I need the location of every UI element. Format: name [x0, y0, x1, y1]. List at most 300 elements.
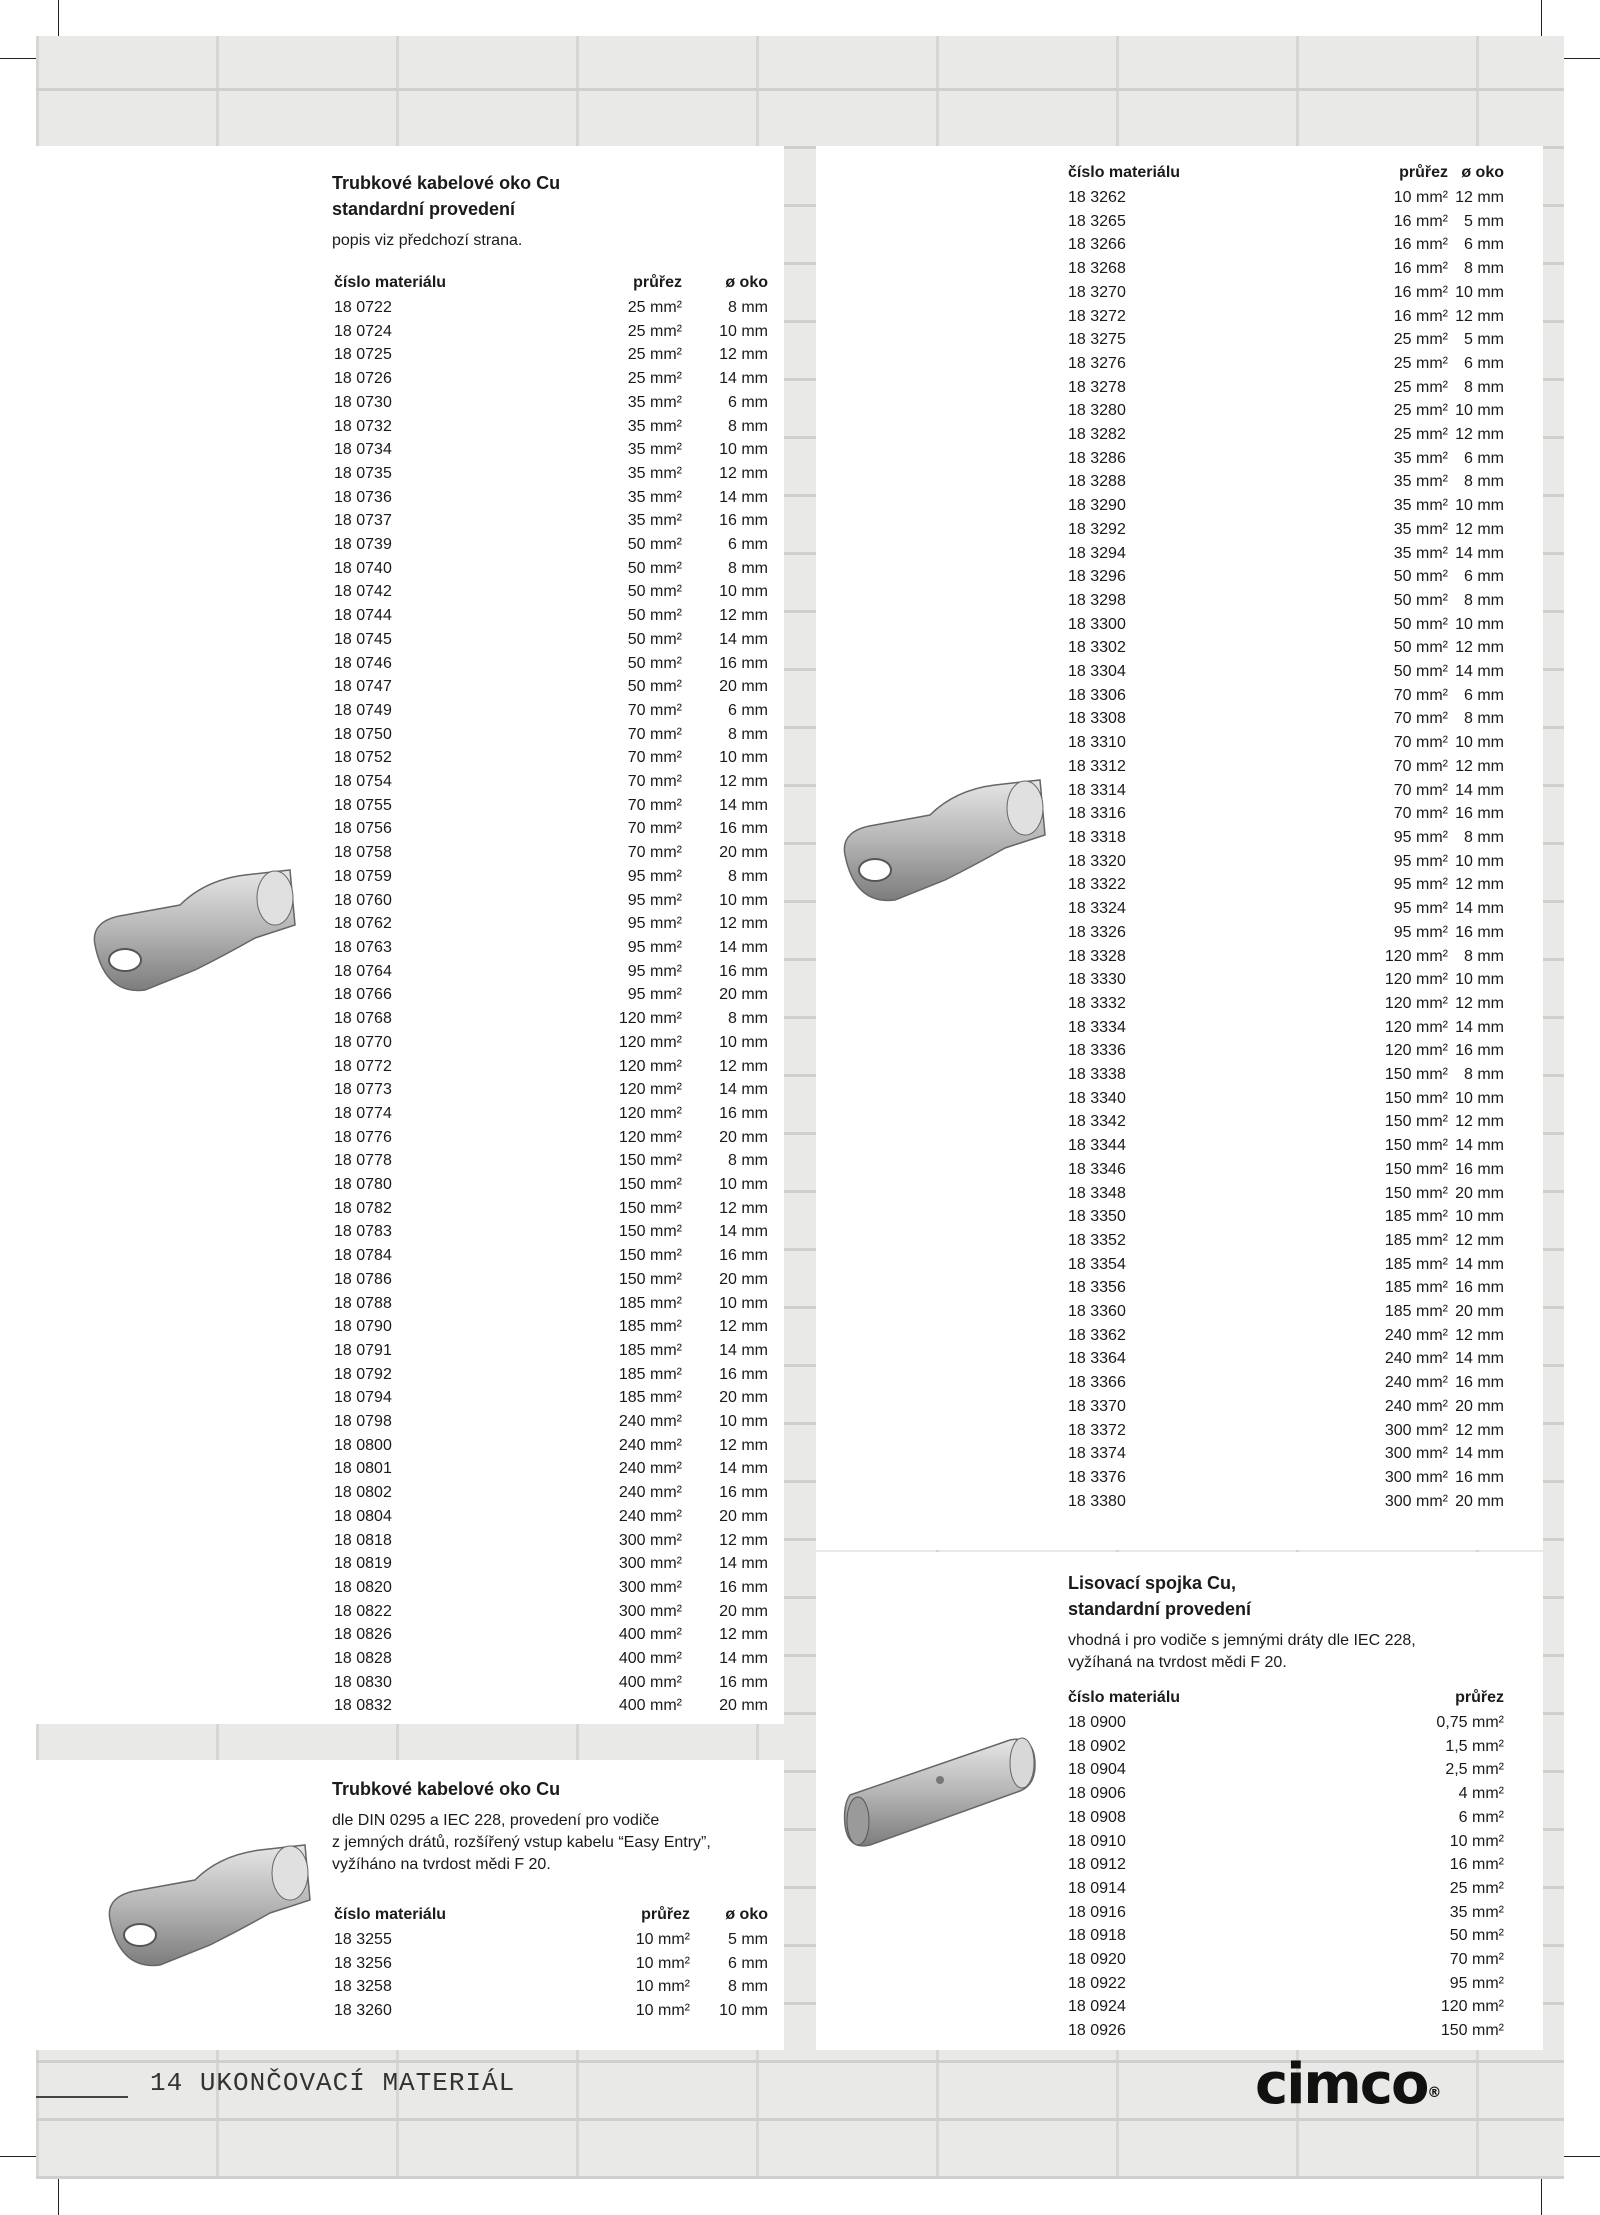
material-number-cell: 18 3346 [1068, 1160, 1126, 1178]
footer-rule [36, 2096, 128, 2098]
cross-section-cell: 240 mm² [618, 1436, 682, 1454]
table-row [1068, 2019, 1504, 2043]
cross-section-cell: 6 mm² [1458, 1808, 1504, 1826]
table-row [334, 912, 768, 936]
eye-diameter-cell: 10 mm [1455, 734, 1504, 752]
material-number-cell: 18 3350 [1068, 1208, 1126, 1226]
table-row [1068, 565, 1504, 589]
table-row [334, 1457, 768, 1481]
table-row [334, 1529, 768, 1553]
cross-section-cell: 150 mm² [618, 1152, 682, 1170]
section-3-title-line1: Lisovací spojka Cu, [1068, 1573, 1237, 1593]
eye-diameter-cell: 12 mm [1455, 520, 1504, 538]
material-number-cell: 18 0758 [334, 844, 392, 862]
material-number-cell: 18 3360 [1068, 1303, 1126, 1321]
section-2-description [332, 1810, 711, 1876]
material-number-cell: 18 3324 [1068, 900, 1126, 918]
eye-diameter-cell: 8 mm [728, 1152, 768, 1170]
material-number-cell: 18 3332 [1068, 994, 1126, 1012]
eye-diameter-cell: 6 mm [728, 1954, 768, 1972]
material-number-cell: 18 0736 [334, 488, 392, 506]
eye-diameter-cell: 12 mm [1455, 1231, 1504, 1249]
eye-diameter-cell: 20 mm [719, 678, 768, 696]
table-row [1068, 1276, 1504, 1300]
material-number-cell: 18 0916 [1068, 1903, 1126, 1921]
eye-diameter-cell: 8 mm [1464, 947, 1504, 965]
page-number: 14 [150, 2068, 184, 2098]
material-number-cell: 18 0742 [334, 583, 392, 601]
splice-connector-image [840, 1725, 1040, 1855]
cable-lug-image [85, 860, 305, 1010]
material-number-cell: 18 3270 [1068, 283, 1126, 301]
table-row [334, 1244, 768, 1268]
cross-section-cell: 16 mm² [1393, 283, 1448, 301]
table-row [1068, 850, 1504, 874]
eye-diameter-cell: 12 mm [719, 1318, 768, 1336]
eye-diameter-cell: 12 mm [719, 1199, 768, 1217]
eye-diameter-cell: 20 mm [1455, 1184, 1504, 1202]
table-row [334, 1149, 768, 1173]
material-number-cell: 18 3362 [1068, 1326, 1126, 1344]
material-number-cell: 18 0724 [334, 322, 392, 340]
table-row [334, 889, 768, 913]
eye-diameter-cell: 12 mm [719, 773, 768, 791]
eye-diameter-cell: 10 mm [1455, 1208, 1504, 1226]
cross-section-cell: 95 mm² [627, 938, 682, 956]
table-row [1068, 707, 1504, 731]
material-number-cell: 18 0902 [1068, 1737, 1126, 1755]
eye-diameter-cell: 14 mm [1455, 1137, 1504, 1155]
eye-diameter-cell: 8 mm [728, 417, 768, 435]
cross-section-cell: 120 mm² [1384, 971, 1448, 989]
eye-diameter-cell: 16 mm [719, 1104, 768, 1122]
eye-diameter-cell: 6 mm [1464, 449, 1504, 467]
table-row [1068, 210, 1504, 234]
material-number-cell: 18 3348 [1068, 1184, 1126, 1202]
eye-diameter-cell: 8 mm [728, 1978, 768, 1996]
material-number-cell: 18 0780 [334, 1176, 392, 1194]
material-number-cell: 18 0730 [334, 393, 392, 411]
section-2-title: Trubkové kabelové oko Cu [332, 1779, 561, 1799]
eye-diameter-cell: 16 mm [1455, 1160, 1504, 1178]
table-row [1068, 1371, 1504, 1395]
table-row [1068, 281, 1504, 305]
cross-section-cell: 35 mm² [1449, 1903, 1504, 1921]
table-row [1068, 1182, 1504, 1206]
eye-diameter-cell: 12 mm [1455, 876, 1504, 894]
cross-section-cell: 300 mm² [618, 1555, 682, 1573]
cross-section-cell: 50 mm² [627, 630, 682, 648]
cross-section-cell: 95 mm² [1393, 876, 1448, 894]
table-row [1068, 233, 1504, 257]
cross-section-cell: 35 mm² [627, 393, 682, 411]
cross-section-cell: 185 mm² [618, 1318, 682, 1336]
description-line: vyžíháno na tvrdost mědi F 20. [332, 1856, 551, 1873]
cross-section-cell: 35 mm² [1393, 497, 1448, 515]
eye-diameter-cell: 12 mm [1455, 757, 1504, 775]
section-3-table [1068, 1685, 1504, 2043]
material-number-cell: 18 0800 [334, 1436, 392, 1454]
cross-section-cell: 300 mm² [1384, 1492, 1448, 1510]
table-row [1068, 897, 1504, 921]
material-number-cell: 18 3258 [334, 1978, 392, 1996]
table-row [1068, 186, 1504, 210]
cross-section-cell: 70 mm² [627, 749, 682, 767]
material-number-cell: 18 0776 [334, 1128, 392, 1146]
table-row [334, 794, 768, 818]
material-number-cell: 18 3380 [1068, 1492, 1126, 1510]
table-row [334, 723, 768, 747]
cross-section-cell: 50 mm² [627, 654, 682, 672]
eye-diameter-cell: 16 mm [719, 1578, 768, 1596]
cross-section-cell: 300 mm² [1384, 1468, 1448, 1486]
eye-diameter-cell: 8 mm [1464, 260, 1504, 278]
eye-diameter-cell: 14 mm [1455, 663, 1504, 681]
material-number-cell: 18 0726 [334, 370, 392, 388]
crop-mark [1541, 0, 1542, 36]
eye-diameter-cell: 12 mm [1455, 1113, 1504, 1131]
eye-diameter-cell: 6 mm [1464, 568, 1504, 586]
eye-diameter-cell: 20 mm [719, 1697, 768, 1715]
cross-section-cell: 120 mm² [1384, 994, 1448, 1012]
crop-mark [1564, 2156, 1600, 2157]
table-row [1068, 1466, 1504, 1490]
table-row [1068, 1134, 1504, 1158]
eye-diameter-cell: 16 mm [1455, 1279, 1504, 1297]
cross-section-cell: 35 mm² [627, 464, 682, 482]
cross-section-cell: 70 mm² [627, 701, 682, 719]
material-number-cell: 18 3374 [1068, 1445, 1126, 1463]
material-number-cell: 18 3260 [334, 2002, 392, 2020]
table-row [334, 770, 768, 794]
table-row [334, 865, 768, 889]
table-row [1068, 376, 1504, 400]
table-row [334, 817, 768, 841]
eye-diameter-cell: 8 mm [728, 299, 768, 316]
cross-section-cell: 185 mm² [1384, 1255, 1448, 1273]
eye-diameter-cell: 12 mm [1455, 189, 1504, 206]
material-number-cell: 18 3370 [1068, 1397, 1126, 1415]
eye-diameter-cell: 14 mm [719, 488, 768, 506]
material-number-cell: 18 3322 [1068, 876, 1126, 894]
table-row [334, 1576, 768, 1600]
eye-diameter-cell: 20 mm [719, 1602, 768, 1620]
eye-diameter-cell: 20 mm [719, 1270, 768, 1288]
material-number-cell: 18 3320 [1068, 852, 1126, 870]
table-row [1068, 1901, 1504, 1925]
material-number-cell: 18 3306 [1068, 686, 1126, 704]
eye-diameter-cell: 10 mm [719, 1176, 768, 1194]
eye-diameter-cell: 14 mm [1455, 781, 1504, 799]
cross-section-cell: 185 mm² [1384, 1231, 1448, 1249]
col-header-material: číslo materiálu [1068, 1689, 1181, 1706]
material-number-cell: 18 0926 [1068, 2022, 1126, 2040]
table-row [334, 1173, 768, 1197]
cross-section-cell: 120 mm² [618, 1104, 682, 1122]
material-number-cell: 18 0739 [334, 536, 392, 554]
material-number-cell: 18 3286 [1068, 449, 1126, 467]
eye-diameter-cell: 10 mm [719, 1294, 768, 1312]
table-row [1068, 518, 1504, 542]
cross-section-cell: 70 mm² [1393, 734, 1448, 752]
table-row [1068, 257, 1504, 281]
eye-diameter-cell: 8 mm [728, 1010, 768, 1028]
eye-diameter-cell: 14 mm [719, 1650, 768, 1668]
cross-section-cell: 35 mm² [627, 512, 682, 530]
crop-mark [58, 2179, 59, 2215]
cross-section-cell: 185 mm² [618, 1389, 682, 1407]
table-row [334, 1055, 768, 1079]
eye-diameter-cell: 10 mm [1455, 971, 1504, 989]
cross-section-cell: 35 mm² [1393, 520, 1448, 538]
cross-section-cell: 25 mm² [627, 370, 682, 388]
table-row [1068, 1442, 1504, 1466]
material-number-cell: 18 3290 [1068, 497, 1126, 515]
cross-section-cell: 16 mm² [1393, 260, 1448, 278]
table-row [1068, 494, 1504, 518]
material-number-cell: 18 0804 [334, 1507, 392, 1525]
table-row [1068, 1853, 1504, 1877]
table-header-row [1068, 160, 1504, 186]
table-row [334, 1410, 768, 1434]
cross-section-cell: 150 mm² [1384, 1113, 1448, 1131]
section-1-title [332, 170, 560, 222]
material-number-cell: 18 0744 [334, 607, 392, 625]
col-header-cross-section: průřez [1455, 1689, 1504, 1706]
cimco-logo [1255, 2052, 1440, 2117]
cross-section-cell: 25 mm² [627, 299, 682, 316]
cross-section-cell: 25 mm² [627, 322, 682, 340]
table-row [334, 1975, 768, 1999]
table-row [334, 1315, 768, 1339]
cross-section-cell: 50 mm² [1449, 1927, 1504, 1945]
table-row [1068, 826, 1504, 850]
material-number-cell: 18 0746 [334, 654, 392, 672]
eye-diameter-cell: 16 mm [1455, 1374, 1504, 1392]
table-row [334, 1386, 768, 1410]
cross-section-cell: 70 mm² [1393, 781, 1448, 799]
cross-section-cell: 150 mm² [618, 1270, 682, 1288]
eye-diameter-cell: 12 mm [719, 1531, 768, 1549]
material-number-cell: 18 3294 [1068, 544, 1126, 562]
eye-diameter-cell: 16 mm [719, 1673, 768, 1691]
material-number-cell: 18 0914 [1068, 1879, 1126, 1897]
material-number-cell: 18 3282 [1068, 426, 1126, 444]
material-number-cell: 18 0737 [334, 512, 392, 530]
material-number-cell: 18 0819 [334, 1555, 392, 1573]
material-number-cell: 18 3296 [1068, 568, 1126, 586]
eye-diameter-cell: 14 mm [1455, 1445, 1504, 1463]
eye-diameter-cell: 8 mm [1464, 710, 1504, 728]
eye-diameter-cell: 16 mm [1455, 923, 1504, 941]
table-row [334, 343, 768, 367]
eye-diameter-cell: 16 mm [1455, 1042, 1504, 1060]
cross-section-cell: 25 mm² [1393, 354, 1448, 372]
material-number-cell: 18 0790 [334, 1318, 392, 1336]
table-row [1068, 921, 1504, 945]
col-header-material: číslo materiálu [334, 274, 447, 291]
cross-section-cell: 25 mm² [1393, 331, 1448, 349]
table-row [334, 391, 768, 415]
cross-section-cell: 240 mm² [618, 1484, 682, 1502]
cross-section-cell: 50 mm² [627, 607, 682, 625]
eye-diameter-cell: 5 mm [1464, 331, 1504, 349]
table-row [334, 1928, 768, 1952]
material-number-cell: 18 0725 [334, 346, 392, 364]
material-number-cell: 18 0774 [334, 1104, 392, 1122]
table-row [334, 604, 768, 628]
material-number-cell: 18 0773 [334, 1081, 392, 1099]
table-row [334, 1197, 768, 1221]
section-1-table [334, 270, 768, 1718]
cross-section-cell: 50 mm² [627, 559, 682, 577]
eye-diameter-cell: 14 mm [719, 1341, 768, 1359]
table-row [334, 509, 768, 533]
table-row [334, 1126, 768, 1150]
cross-section-cell: 120 mm² [618, 1057, 682, 1075]
table-row [1068, 613, 1504, 637]
cross-section-cell: 70 mm² [1393, 757, 1448, 775]
table-row [1068, 1016, 1504, 1040]
table-row [334, 699, 768, 723]
table-row [334, 462, 768, 486]
cross-section-cell: 35 mm² [1393, 544, 1448, 562]
material-number-cell: 18 0735 [334, 464, 392, 482]
eye-diameter-cell: 10 mm [719, 441, 768, 459]
eye-diameter-cell: 10 mm [719, 2002, 768, 2020]
material-number-cell: 18 0791 [334, 1341, 392, 1359]
eye-diameter-cell: 12 mm [719, 464, 768, 482]
cross-section-cell: 70 mm² [627, 796, 682, 814]
cross-section-cell: 300 mm² [618, 1602, 682, 1620]
material-number-cell: 18 0912 [1068, 1856, 1126, 1874]
cross-section-cell: 240 mm² [1384, 1350, 1448, 1368]
material-number-cell: 18 0770 [334, 1033, 392, 1051]
cable-lug-image [835, 770, 1055, 920]
table-row [1068, 1830, 1504, 1854]
table-row [1068, 1158, 1504, 1182]
chapter-title: UKONČOVACÍ MATERIÁL [199, 2068, 516, 2098]
page-footer-title [150, 2068, 515, 2098]
eye-diameter-cell: 14 mm [1455, 1350, 1504, 1368]
eye-diameter-cell: 14 mm [719, 630, 768, 648]
eye-diameter-cell: 10 mm [1455, 852, 1504, 870]
cross-section-cell: 150 mm² [1384, 1184, 1448, 1202]
cross-section-cell: 4 mm² [1458, 1785, 1504, 1803]
material-number-cell: 18 3266 [1068, 236, 1126, 254]
material-number-cell: 18 0759 [334, 867, 392, 885]
material-number-cell: 18 3330 [1068, 971, 1126, 989]
eye-diameter-cell: 10 mm [719, 322, 768, 340]
table-row [334, 1007, 768, 1031]
table-row [334, 1505, 768, 1529]
cross-section-cell: 35 mm² [627, 441, 682, 459]
material-number-cell: 18 3268 [1068, 260, 1126, 278]
eye-diameter-cell: 8 mm [1464, 1066, 1504, 1084]
eye-diameter-cell: 16 mm [719, 1484, 768, 1502]
eye-diameter-cell: 10 mm [1455, 615, 1504, 633]
table-row [1068, 1300, 1504, 1324]
eye-diameter-cell: 16 mm [719, 820, 768, 838]
material-number-cell: 18 3275 [1068, 331, 1126, 349]
eye-diameter-cell: 16 mm [719, 1365, 768, 1383]
cross-section-cell: 400 mm² [618, 1673, 682, 1691]
material-number-cell: 18 3328 [1068, 947, 1126, 965]
eye-diameter-cell: 10 mm [719, 749, 768, 767]
material-number-cell: 18 0794 [334, 1389, 392, 1407]
description-line: dle DIN 0295 a IEC 228, provedení pro vodiče [332, 1812, 660, 1829]
table-row [1068, 992, 1504, 1016]
cross-section-cell: 150 mm² [1384, 1089, 1448, 1107]
table-row [334, 841, 768, 865]
cross-section-cell: 70 mm² [627, 773, 682, 791]
table-row [1068, 542, 1504, 566]
eye-diameter-cell: 14 mm [1455, 544, 1504, 562]
cross-section-cell: 35 mm² [1393, 473, 1448, 491]
table-row [1068, 399, 1504, 423]
material-number-cell: 18 3302 [1068, 639, 1126, 657]
table-row [334, 486, 768, 510]
table-row [334, 415, 768, 439]
table-row [334, 1078, 768, 1102]
material-number-cell: 18 0924 [1068, 1998, 1126, 2016]
eye-diameter-cell: 8 mm [728, 559, 768, 577]
material-number-cell: 18 0772 [334, 1057, 392, 1075]
table-row [334, 1600, 768, 1624]
table-row [1068, 1110, 1504, 1134]
cross-section-cell: 150 mm² [618, 1223, 682, 1241]
cross-section-cell: 10 mm² [1393, 189, 1448, 206]
material-number-cell: 18 0828 [334, 1650, 392, 1668]
material-number-cell: 18 0910 [1068, 1832, 1126, 1850]
eye-diameter-cell: 16 mm [719, 1247, 768, 1265]
eye-diameter-cell: 6 mm [1464, 354, 1504, 372]
section-1-description: popis viz předchozí strana. [332, 232, 523, 249]
description-line: vyžíhaná na tvrdost mědi F 20. [1068, 1654, 1287, 1671]
cross-section-cell: 120 mm² [1384, 947, 1448, 965]
material-number-cell: 18 3276 [1068, 354, 1126, 372]
material-number-cell: 18 3376 [1068, 1468, 1126, 1486]
section-3-description [1068, 1630, 1416, 1674]
logo-text: cimco [1255, 2052, 1428, 2117]
eye-diameter-cell: 10 mm [1455, 497, 1504, 515]
table-row [334, 746, 768, 770]
material-number-cell: 18 0802 [334, 1484, 392, 1502]
table-row [334, 1102, 768, 1126]
cross-section-cell: 240 mm² [1384, 1374, 1448, 1392]
material-number-cell: 18 3344 [1068, 1137, 1126, 1155]
table-row [1068, 1347, 1504, 1371]
material-number-cell: 18 0818 [334, 1531, 392, 1549]
cross-section-cell: 70 mm² [627, 820, 682, 838]
col-header-eye: ø oko [725, 1906, 768, 1923]
cross-section-cell: 150 mm² [1384, 1160, 1448, 1178]
cross-section-cell: 150 mm² [618, 1247, 682, 1265]
eye-diameter-cell: 10 mm [1455, 1089, 1504, 1107]
cross-section-cell: 50 mm² [627, 678, 682, 696]
cable-lug-image [100, 1835, 320, 1985]
material-number-cell: 18 0734 [334, 441, 392, 459]
cross-section-cell: 0,75 mm² [1436, 1714, 1504, 1731]
eye-diameter-cell: 16 mm [719, 512, 768, 530]
eye-diameter-cell: 14 mm [719, 1460, 768, 1478]
table-row [1068, 352, 1504, 376]
material-number-cell: 18 0750 [334, 725, 392, 743]
material-number-cell: 18 3314 [1068, 781, 1126, 799]
table-row [1068, 305, 1504, 329]
eye-diameter-cell: 20 mm [1455, 1397, 1504, 1415]
cross-section-cell: 95 mm² [627, 986, 682, 1004]
